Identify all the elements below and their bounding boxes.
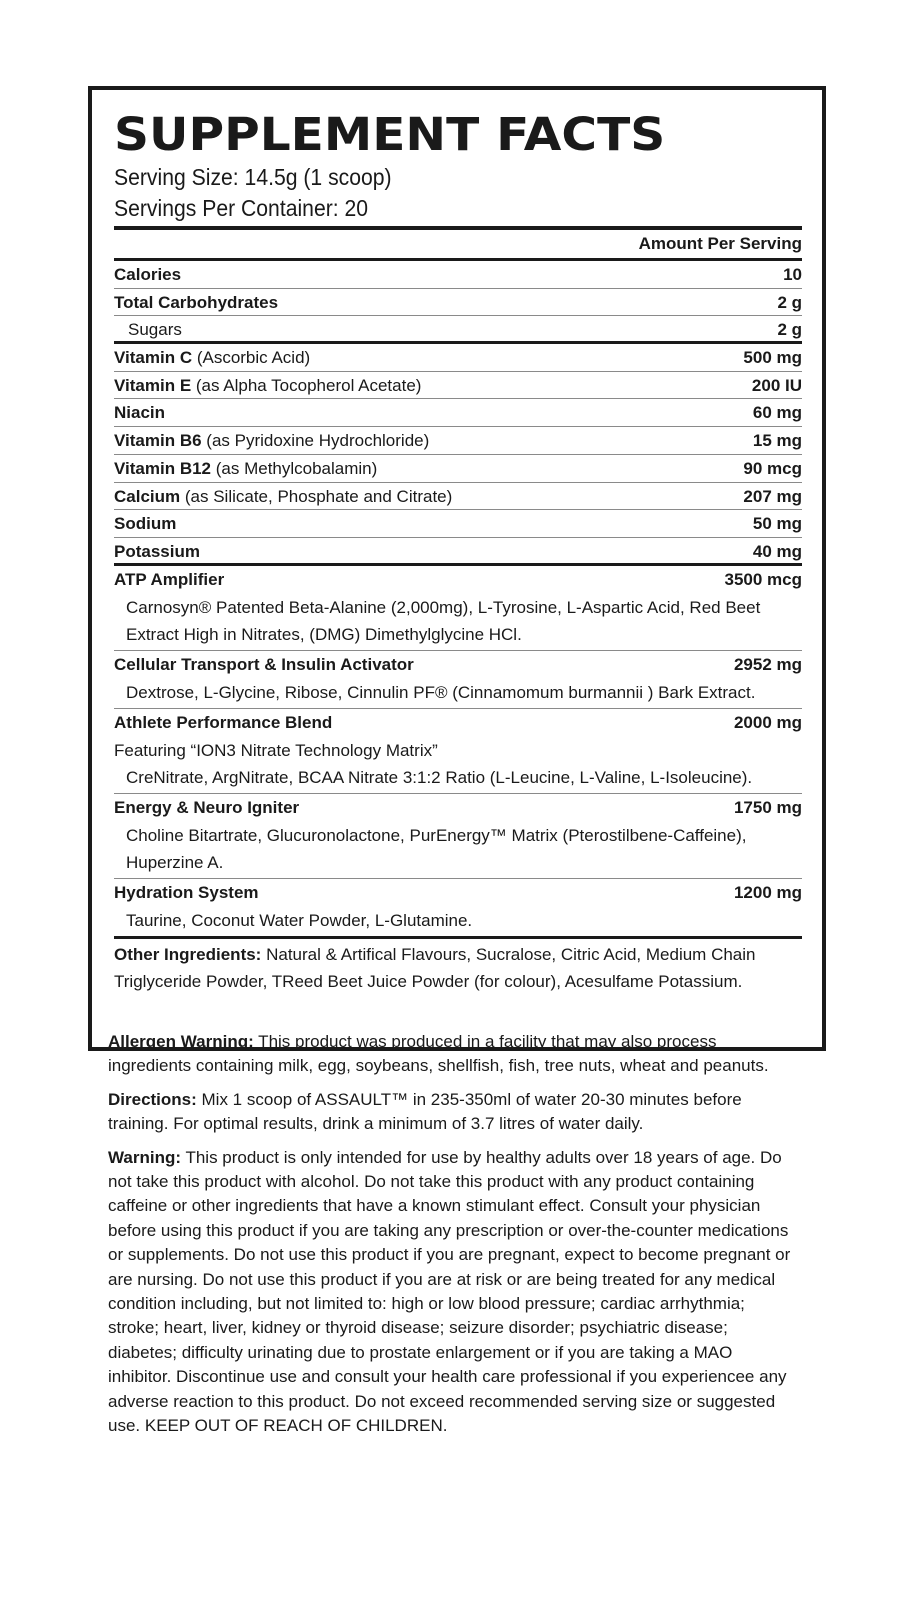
- blend-value: 1750 mg: [733, 797, 802, 817]
- blend-name: Energy & Neuro Igniter: [114, 797, 300, 817]
- nutrient-detail: (Ascorbic Acid): [192, 348, 311, 368]
- nutrient-name: Niacin: [114, 403, 166, 423]
- blend-section: [114, 794, 802, 879]
- nutrient-row: [114, 261, 802, 289]
- blend-name: Athlete Performance Blend: [114, 712, 333, 732]
- nutrient-detail: (as Alpha Tocopherol Acetate): [191, 375, 422, 395]
- nutrient-name: Potassium: [114, 541, 200, 561]
- nutrient-row: [114, 538, 802, 566]
- nutrient-row: [114, 510, 802, 538]
- amount-per-serving-header: Amount Per Serving: [638, 234, 802, 253]
- other-ingredients-label: Other Ingredients:: [114, 944, 262, 964]
- nutrient-row: [114, 483, 802, 511]
- nutrient-name: Vitamin B6: [114, 431, 202, 451]
- supplement-facts-panel: [88, 86, 826, 1051]
- serving-size: Serving Size: 14.5g (1 scoop): [114, 164, 392, 190]
- nutrient-value: 207 mg: [743, 486, 802, 506]
- nutrient-row: [114, 455, 802, 483]
- blend-section: [114, 566, 802, 651]
- nutrient-value: 200 IU: [751, 375, 802, 395]
- nutrient-name: Sugars: [128, 320, 182, 340]
- nutrient-value: 90 mcg: [743, 458, 802, 478]
- nutrient-value: 40 mg: [752, 541, 802, 561]
- nutrient-row: [114, 289, 802, 317]
- nutrient-value: 10: [783, 265, 802, 284]
- nutrient-name: Calcium: [114, 486, 181, 506]
- nutrient-name: Vitamin C: [114, 348, 193, 368]
- blend-ingredients: Carnosyn® Patented Beta-Alanine (2,000mg), L-Tyrosine, L-Aspartic Acid, Red Beet Extract High in Nitrates, (DMG) Dimethylglycine HCl.: [126, 597, 761, 644]
- blend-value: 2000 mg: [733, 712, 802, 732]
- allergen-label: Allergen Warning:: [108, 1032, 254, 1051]
- blend-value: 2952 mg: [733, 654, 802, 674]
- blend-ingredients: Choline Bitartrate, Glucuronolactone, PurEnergy™ Matrix (Pterostilbene-Caffeine), Huperzine A.: [126, 825, 747, 872]
- nutrient-list: [114, 261, 802, 566]
- nutrient-name: Vitamin B12: [114, 458, 212, 478]
- nutrient-row: [114, 344, 802, 372]
- nutrient-row: [114, 427, 802, 455]
- blend-section: [114, 709, 802, 794]
- directions: [108, 1088, 798, 1137]
- warning: [108, 1146, 798, 1439]
- nutrient-value: 60 mg: [752, 403, 802, 423]
- nutrient-detail: (as Pyridoxine Hydrochloride): [201, 431, 430, 451]
- warning-text: This product is only intended for use by healthy adults over 18 years of age. Do not take this product with alcohol. Do not take this product with any product containing caffeine or other ingredients that have a known stimulant effect. Consult your physician before using this product if you are taking any prescription or over-the-counter medications or supplements. Do not use this product if you are pregnant, expect to become pregnant or are nursing. Do not use this product if you are at risk or are being treated for any medical condition including, but not limited to: high or low blood pressure; cardiac arrhythmia; stroke; heart, liver, kidney or thyroid disease; seizure disorder; psychiatric disease; diabetes; difficulty urinating due to prostate enlargement or if you are taking a MAO inhibitor. Discontinue use and consult your health care professional if you experiencee any adverse reaction to this product. Do not exceed recommended serving size or suggested use. KEEP OUT OF REACH OF CHILDREN.: [108, 1147, 791, 1436]
- nutrient-detail: (as Methylcobalamin): [211, 458, 378, 478]
- nutrient-detail: (as Silicate, Phosphate and Citrate): [180, 486, 453, 506]
- directions-text: Mix 1 scoop of ASSAULT™ in 235-350ml of water 20-30 minutes before training. For optimal results, drink a minimum of 3.7 litres of water daily.: [108, 1089, 742, 1134]
- blend-section: [114, 651, 802, 709]
- blend-ingredients: CreNitrate, ArgNitrate, BCAA Nitrate 3:1:2 Ratio (L-Leucine, L-Valine, L-Isoleucine).: [126, 767, 753, 787]
- nutrient-value: 2 g: [777, 320, 802, 340]
- blend-name: ATP Amplifier: [114, 569, 225, 589]
- other-ingredients: [114, 936, 802, 995]
- nutrient-value: 50 mg: [752, 514, 802, 534]
- blend-section: [114, 879, 802, 936]
- label-notes: [108, 1030, 798, 1448]
- blend-name: Hydration System: [114, 882, 259, 902]
- nutrient-value: 15 mg: [752, 431, 802, 451]
- allergen-warning: [108, 1030, 798, 1079]
- nutrient-name: Total Carbohydrates: [114, 292, 279, 312]
- other-ingredients-text: Natural & Artifical Flavours, Sucralose, Citric Acid, Medium Chain Triglyceride Powder, TReed Beet Juice Powder (for colour), Acesulfame Potassium.: [114, 944, 756, 991]
- nutrient-name: Calories: [114, 265, 182, 284]
- allergen-text: This product was produced in a facility that may also process ingredients containing milk, egg, soybeans, shellfish, fish, tree nuts, wheat and peanuts.: [108, 1032, 769, 1076]
- blend-value: 3500 mcg: [724, 569, 802, 589]
- nutrient-row: [114, 399, 802, 427]
- blend-name: Cellular Transport & Insulin Activator: [114, 654, 414, 674]
- nutrient-value: 2 g: [777, 292, 802, 312]
- blend-value: 1200 mg: [733, 882, 802, 902]
- nutrient-row: [114, 372, 802, 400]
- nutrient-value: 500 mg: [743, 348, 802, 368]
- panel-title: SUPPLEMENT FACTS: [114, 108, 666, 161]
- nutrient-row: [114, 316, 802, 344]
- blend-list: [114, 566, 802, 936]
- blend-ingredients: Taurine, Coconut Water Powder, L-Glutamine.: [126, 910, 473, 930]
- nutrient-name: Vitamin E: [114, 375, 192, 395]
- nutrient-name: Sodium: [114, 514, 177, 534]
- blend-ingredients: Dextrose, L-Glycine, Ribose, Cinnulin PF® (Cinnamomum burmannii ) Bark Extract.: [126, 682, 756, 702]
- blend-subtitle: Featuring “ION3 Nitrate Technology Matrix”: [114, 740, 438, 760]
- servings-per-container: Servings Per Container: 20: [114, 195, 369, 221]
- warning-label: Warning:: [108, 1147, 182, 1167]
- directions-label: Directions:: [108, 1089, 197, 1109]
